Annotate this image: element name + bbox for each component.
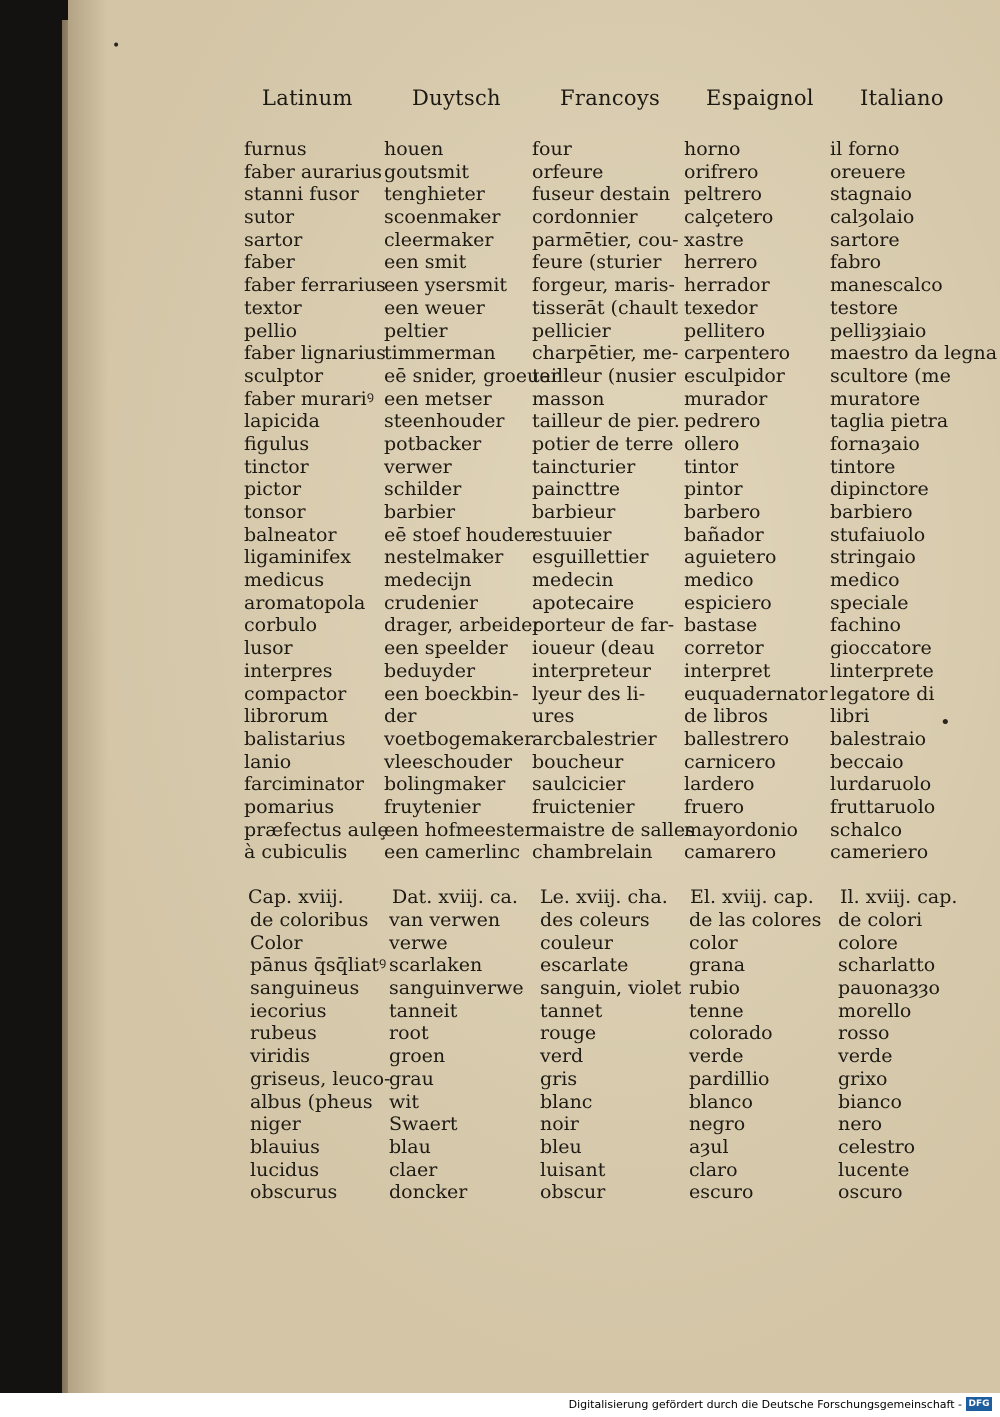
word-cell: lucidus [250,1158,320,1181]
word-cell: interpret [684,659,771,682]
word-cell: forgeur, maris- [532,274,675,297]
word-cell: blanc [540,1090,593,1113]
word-cell: tannet [540,999,603,1022]
word-cell: blauius [250,1135,320,1158]
word-cell: een boeckbin- [384,682,519,705]
word-cell: mayordonio [684,818,798,841]
word-cell: pintor [684,478,743,501]
word-cell: een metser [384,387,492,410]
column-french [532,138,695,864]
word-cell: muratore [830,387,921,410]
word-cell: stufaiuolo [830,523,926,546]
word-cell: rubeus [250,1022,317,1045]
word-cell: celestro [838,1135,916,1158]
word-cell: fornaȝaio [830,432,920,455]
word-cell: figulus [244,432,310,455]
chapter-header-italian: Il. xviij. cap. [840,886,958,908]
word-cell: orifrero [684,160,759,183]
chapter-header-spanish: El. xviij. cap. [690,886,814,908]
word-cell: maestro da legna [830,342,998,365]
word-cell: tenne [689,999,744,1022]
word-cell: faber aurarius [244,160,383,183]
word-cell: lapicida [244,410,320,433]
word-cell: vleeschouder [384,750,513,773]
word-cell: tintore [830,455,896,478]
word-cell: sculptor [244,364,324,387]
word-cell: verde [689,1045,744,1068]
word-cell: fuseur destain [532,183,671,206]
word-cell: potier de terre [532,432,674,455]
word-cell: parmētier, cou- [532,228,679,251]
word-cell: pelliȝȝiaio [830,319,927,342]
header-latinum: Latinum [262,86,353,110]
word-cell: medicus [244,569,325,592]
word-cell: wit [389,1090,419,1113]
word-cell: maistre de salles [532,818,695,841]
column-italian [830,138,997,864]
word-cell: viridis [250,1045,310,1068]
word-cell: grana [689,954,746,977]
word-cell: espiciero [684,591,772,614]
chapter-header-french: Le. xviij. cha. [540,886,668,908]
word-cell: niger [250,1113,301,1136]
word-cell: claer [389,1158,438,1181]
word-cell: van verwen [389,909,501,931]
word-cell: farciminator [244,773,364,796]
word-cell: lardero [684,773,755,796]
word-cell: medico [830,569,900,592]
word-cell: sartore [830,228,900,251]
word-cell: fruttaruolo [830,795,936,818]
word-cell: herrero [684,251,758,274]
word-cell: claro [689,1158,738,1181]
word-cell: corretor [684,637,764,660]
word-cell: compactor [244,682,347,705]
word-cell: linterprete [830,659,934,682]
word-cell: balistarius [244,727,346,750]
word-cell: sutor [244,206,295,229]
word-cell: barbero [684,501,761,523]
header-francoys: Francoys [560,86,661,110]
word-cell: een ysersmit [384,274,508,297]
word-cell: fruero [684,795,745,818]
word-cell: root [389,1022,429,1045]
word-cell: textor [244,296,302,319]
word-cell: groen [389,1045,446,1068]
column-dutch [389,909,524,1204]
word-cell: obscur [540,1181,606,1204]
word-cell: pedrero [684,410,761,433]
word-cell: euquadernator [684,682,828,705]
column-italian [838,909,940,1204]
word-cell: colorado [689,1022,773,1045]
word-cell: calȝolaio [830,206,915,229]
word-cell: een weuer [384,296,485,319]
word-cell: goutsmit [384,160,469,183]
word-cell: furnus [244,138,307,160]
word-cell: een smit [384,251,467,274]
column-spanish [689,909,821,1204]
word-cell: schilder [384,478,462,501]
word-cell: fruictenier [532,795,635,818]
word-cell: murador [684,387,768,410]
word-cell: rosso [838,1022,890,1045]
word-cell: des coleurs [540,909,650,931]
word-cell: interpres [244,659,333,682]
word-cell: morello [838,999,912,1022]
word-cell: sanguin, violet [540,977,682,1000]
word-cell: libri [830,705,870,728]
word-cell: taincturier [532,455,636,478]
word-cell: faber murariꝰ [244,387,374,410]
footer-bar [0,1393,1000,1417]
word-cell: pomarius [244,795,335,818]
word-cell: esguillettier [532,546,649,569]
word-cell: bianco [838,1090,902,1113]
word-cell: grixo [838,1067,888,1090]
header-duytsch: Duytsch [412,86,501,110]
word-cell: manescalco [830,274,943,297]
word-cell: dipinctore [830,478,929,501]
word-cell: four [532,138,572,160]
word-cell: medecijn [384,569,472,592]
funding-credit: Digitalisierung gefördert durch die Deutsche Forschungsgemeinschaft - [568,1398,962,1411]
word-cell: ures [532,705,575,728]
word-cell: peltrero [684,183,762,206]
word-cell: lurdaruolo [830,773,932,796]
word-cell: stringaio [830,546,916,569]
word-cell: estuuier [532,523,612,546]
word-cell: pellitero [684,319,766,342]
word-cell: feure (sturier [532,251,662,274]
word-cell: ligaminifex [244,546,352,569]
word-cell: camarero [684,841,777,864]
word-cell: nero [838,1113,883,1136]
word-cell: saulcicier [532,773,626,796]
word-cell: balestraio [830,727,927,750]
word-cell: orfeure [532,160,604,183]
word-cell: tonsor [244,501,306,523]
word-cell: cleermaker [384,228,494,251]
word-cell: sartor [244,228,303,251]
word-cell: boucheur [532,750,624,773]
word-cell: faber ferrarius [244,274,386,297]
word-cell: corbulo [244,614,318,637]
word-cell: charpētier, me- [532,342,679,365]
chapter-header-latin: Cap. xviij. [248,886,344,908]
word-cell: oscuro [838,1181,903,1204]
chapter-header-dutch: Dat. xviij. ca. [392,886,518,908]
word-cell: fabro [830,251,882,274]
word-cell: legatore di [830,682,935,705]
word-cell: schalco [830,818,903,841]
word-cell: eē snider, groeuer [384,364,560,387]
ink-mark-margin: • [940,712,951,733]
word-cell: paincttre [532,478,621,501]
word-cell: xastre [684,228,744,251]
ink-mark: • [112,38,121,54]
word-cell: bañador [684,523,764,546]
word-cell: rouge [540,1022,597,1045]
word-cell: doncker [389,1181,468,1204]
word-cell: bolingmaker [384,773,506,796]
word-cell: horno [684,138,741,160]
word-cell: librorum [244,705,329,728]
word-cell: præfectus aulȩ [244,818,389,841]
word-cell: tinctor [244,455,309,478]
word-cell: aguietero [684,546,777,569]
word-cell: der [384,705,417,728]
word-cell: bastase [684,614,758,637]
word-cell: tenghieter [384,183,485,206]
word-cell: couleur [540,931,613,954]
word-cell: blanco [689,1090,753,1113]
word-cell: een hofmeester [384,818,534,841]
word-cell: verd [540,1045,584,1068]
word-cell: ollero [684,432,740,455]
word-cell: lyeur des li- [532,682,646,705]
word-cell: calçetero [684,206,774,229]
word-cell: de coloribus [250,909,369,931]
word-cell: griseus, leuco- [250,1067,391,1090]
word-cell: tailleur (nusier [532,364,676,387]
word-cell: herrador [684,274,770,297]
word-cell: balneator [244,523,337,546]
word-cell: il forno [830,138,900,160]
word-cell: nestelmaker [384,546,504,569]
word-cell: luisant [540,1158,606,1181]
word-cell: interpreteur [532,659,651,682]
word-cell: tisserāt (chault [532,296,679,319]
word-cell: stanni fusor [244,183,359,206]
word-cell: tanneit [389,999,458,1022]
word-cell: tintor [684,455,739,478]
word-cell: scharlatto [838,954,936,977]
word-cell: barbieur [532,501,616,523]
dfg-logo-icon: DFG [966,1397,992,1411]
word-cell: barbier [384,501,456,523]
word-cell: iecorius [250,999,327,1022]
word-cell: pellio [244,319,298,342]
word-cell: Swaert [389,1113,458,1136]
word-cell: sanguinverwe [389,977,524,1000]
word-cell: colore [838,931,898,954]
word-cell: apotecaire [532,591,635,614]
word-cell: medico [684,569,754,592]
word-cell: lanio [244,750,292,773]
word-cell: negro [689,1113,746,1136]
header-italiano: Italiano [860,86,944,110]
word-cell: de las colores [689,909,822,931]
word-cell: verwer [384,455,452,478]
word-cell: lusor [244,637,293,660]
word-cell: timmerman [384,342,496,365]
word-cell: grau [389,1067,434,1090]
word-cell: een camerlinc [384,841,521,864]
word-cell: rubio [689,977,740,1000]
word-cell: scarlaken [389,954,483,977]
word-cell: oreuere [830,160,906,183]
column-latin [250,909,390,1204]
word-cell: potbacker [384,432,482,455]
word-cell: medecin [532,569,614,592]
word-cell: esculpidor [684,364,785,387]
word-cell: à cubiculis [244,841,348,864]
word-cell: texedor [684,296,758,319]
word-cell: pardillio [689,1067,770,1090]
word-cell: steenhouder [384,410,505,433]
column-headers [0,86,1000,120]
word-cell: fachino [830,614,901,637]
word-cell: verwe [389,931,448,954]
word-cell: scoenmaker [384,206,501,229]
word-cell: tailleur de pier. [532,410,680,433]
word-cell: aromatopola [244,591,366,614]
word-cell: scultore (me [830,364,951,387]
word-cell: ballestrero [684,727,790,750]
word-cell: gris [540,1067,578,1090]
word-cell: stagnaio [830,183,912,206]
word-cell: pānus q̄sq̄liatꝰ [250,954,387,977]
word-cell: pauonaȝȝo [838,977,940,1000]
word-cell: obscurus [250,1181,338,1204]
word-cell: peltier [384,319,448,342]
word-cell: masson [532,387,605,410]
word-cell: faber lignarius [244,342,386,365]
word-cell: arcbalestrier [532,727,657,750]
word-cell: bleu [540,1135,582,1158]
word-cell: houen [384,138,444,160]
word-cell: pellicier [532,319,611,342]
word-cell: albus (pheus [250,1090,373,1113]
word-cell: fruytenier [384,795,481,818]
word-cell: verde [838,1045,893,1068]
word-cell: noir [540,1113,579,1136]
word-cell: carpentero [684,342,791,365]
word-cell: gioccatore [830,637,932,660]
word-cell: de colori [838,909,923,931]
column-spanish [684,138,827,864]
word-cell: crudenier [384,591,479,614]
word-cell: lucente [838,1158,910,1181]
word-cell: barbiero [830,501,913,523]
word-cell: de libros [684,705,769,728]
word-cell: drager, arbeider [384,614,542,637]
word-cell: cordonnier [532,206,638,229]
column-french [540,909,681,1204]
word-cell: cameriero [830,841,929,864]
word-cell: escarlate [540,954,629,977]
word-cell: eē stoef houder [384,523,535,546]
word-cell: ioueur (deau [532,637,655,660]
word-cell: color [689,931,738,954]
word-cell: escuro [689,1181,754,1204]
word-cell: beduyder [384,659,476,682]
word-cell: carnicero [684,750,776,773]
word-cell: chambrelain [532,841,653,864]
word-cell: testore [830,296,899,319]
word-cell: aȝul [689,1135,729,1158]
word-cell: Color [250,931,303,954]
word-cell: voetbogemaker [384,727,534,750]
word-cell: een speelder [384,637,508,660]
word-cell: blau [389,1135,431,1158]
word-cell: pictor [244,478,302,501]
column-latin [244,138,389,864]
word-cell: speciale [830,591,909,614]
word-cell: porteur de far- [532,614,675,637]
word-cell: faber [244,251,295,274]
word-cell: beccaio [830,750,904,773]
word-cell: sanguineus [250,977,360,1000]
word-cell: taglia pietra [830,410,949,433]
header-espaignol: Espaignol [706,86,814,110]
